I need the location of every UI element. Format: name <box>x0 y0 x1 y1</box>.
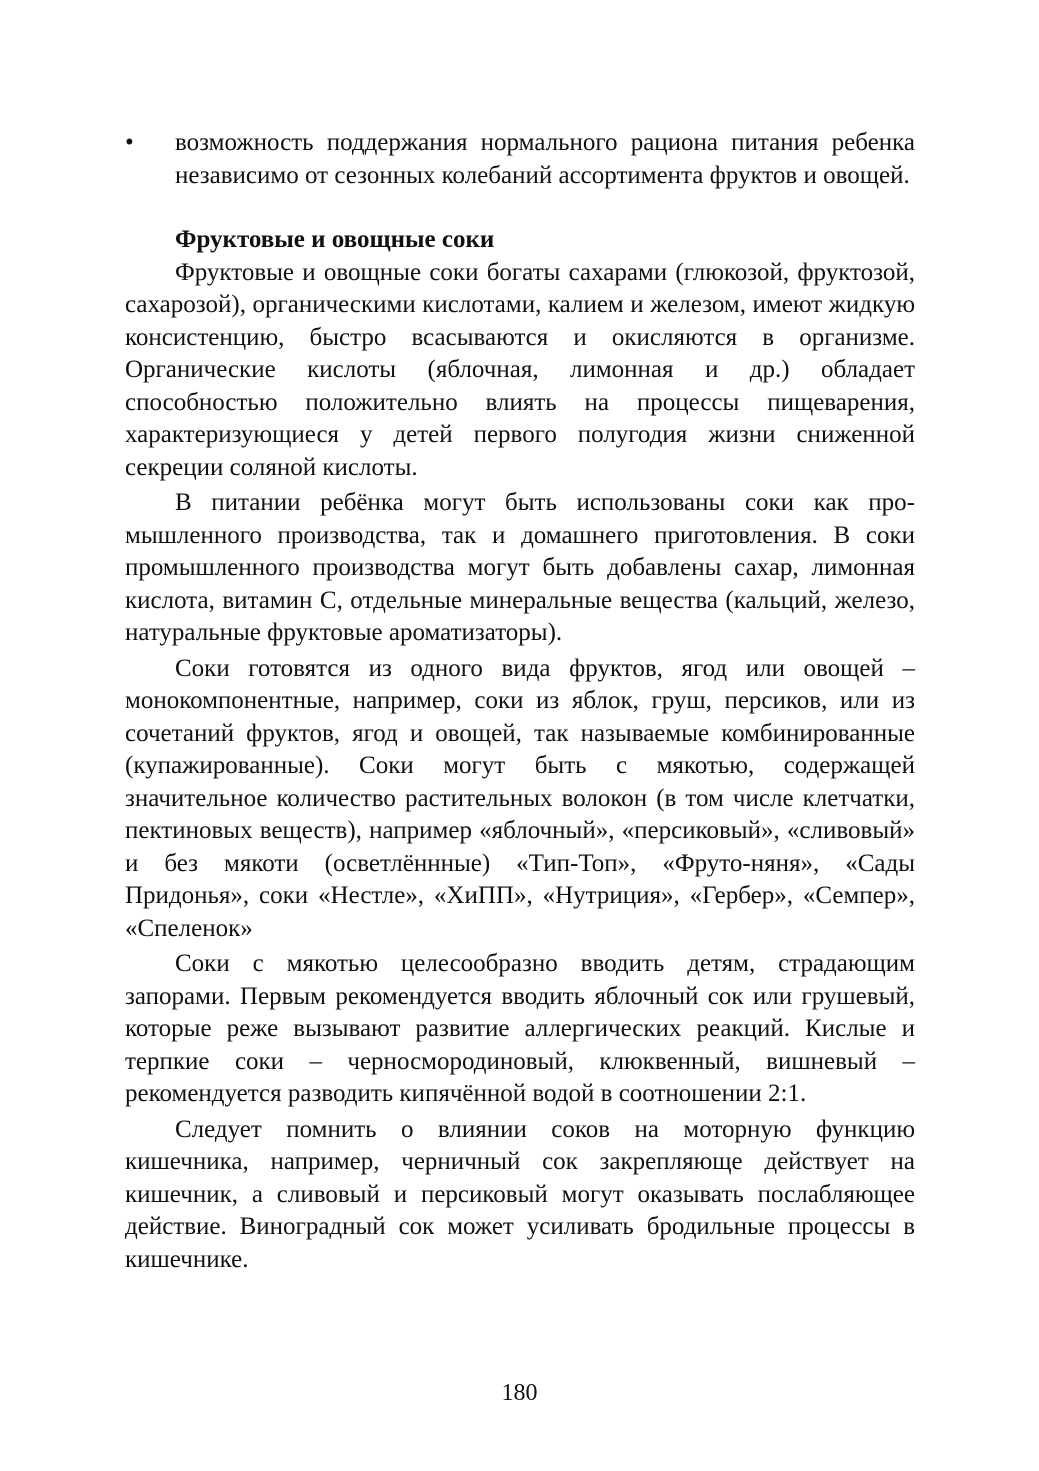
bullet-text: возможность поддержания нормального рациона питания ребенка независимо от сезонных колебаний ассортимента фруктов и овощей. <box>175 129 915 189</box>
section-heading: Фруктовые и овощные соки <box>175 226 495 253</box>
paragraph-bowel-effects: Следует помнить о влиянии соков на моторную функцию кишечника, например, черничный сок закрепляюще действует на кишечник, а сливовый и персиковый могут оказывать послабляющее действие. Виноградный сок может усиливать бродильные процессы в кишечнике. <box>125 1115 915 1273</box>
paragraph-composition: Фруктовые и овощные соки богаты сахарами (глюкозой, фруктозой, сахарозой), органическими кислотами, калием и железом, имеют жидкую консистенцию, быстро всасываются и окисляются в организме. Органические кислоты (яблочная, лимонная и др.) обладает способностью положительно влиять на процессы пищеварения, характеризующиеся у детей первого полугодия жизни сниженной секреции соляной кислоты. <box>125 258 915 481</box>
paragraph-pulp-juices: Соки с мякотью целесообразно вводить детям, страдающим запорами. Первым рекомендуется вводить яблочный сок или грушевый, которые реже вызывают развитие аллергических реакций. Кислые и терпкие соки – черносмородиновый, клюквенный, вишневый – рекомендуется разводить кипячённой водой в соотношении 2:1. <box>125 950 915 1107</box>
list-item <box>125 127 915 192</box>
bullet-marker: • <box>125 129 134 156</box>
paragraph-industrial-juices: В питании ребёнка могут быть использованы соки как промышленного производства, так и домашнего приготовления. В соки промышленного производства могут быть добавлены сахар, лимонная кислота, витамин С, отдельные минеральные вещества (кальций, железо, натуральные фруктовые ароматизаторы). <box>125 489 915 646</box>
page-number: 180 <box>501 1380 538 1406</box>
page-body <box>125 127 915 1279</box>
paragraph-juice-types: Соки готовятся из одного вида фруктов, ягод или овощей – монокомпонентные, например, соки из яблок, груш, персиков, или из сочетаний фруктов, ягод и овощей, так называемые комбинированные (купажированные). Соки могут быть с мякотью, содержащей значительное количество растительных волокон (в том числе клетчатки, пектиновых веществ), например «яблочный», «персиковый», «сливовый» и без мякоти (осветлённные) «Тип-Топ», «Фруто-няня», «Сады Придонья», соки «Нестле», «ХиПП», «Нутриция», «Гербер», «Семпер», «Спеленок» <box>125 654 915 942</box>
